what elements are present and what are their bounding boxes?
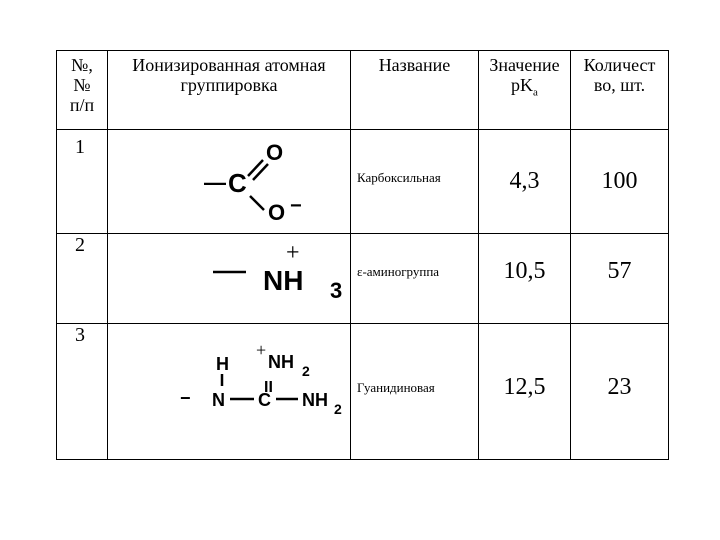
header-group-cell	[108, 51, 351, 130]
row-num-cell	[57, 234, 108, 324]
row-number: 2	[75, 234, 85, 256]
header-pk-subscript: a	[533, 86, 538, 99]
header-row	[57, 51, 669, 130]
group-name: Гуанидиновая	[357, 380, 435, 395]
atom-n: N	[212, 390, 225, 410]
count-value: 100	[601, 168, 638, 194]
double-bond: II	[264, 379, 273, 396]
group-name: ε-аминогруппа	[357, 264, 440, 279]
atom-nh: NH	[263, 265, 304, 296]
atom-o-bottom: O	[268, 200, 286, 225]
header-pk-line1: Значение	[489, 55, 560, 75]
header-num-line2: №	[73, 75, 91, 95]
amino-formula	[108, 234, 351, 324]
dash-left: −	[180, 388, 191, 408]
pk-cell	[479, 130, 571, 234]
header-name: Название	[378, 55, 451, 75]
charge-plus: +	[256, 340, 267, 360]
table-row	[57, 234, 669, 324]
count-value: 57	[607, 258, 632, 284]
name-cell	[351, 324, 479, 460]
header-num-line3: п/п	[69, 95, 95, 115]
subscript-2-top: 2	[302, 363, 310, 379]
header-count-cell	[571, 51, 669, 130]
amino-ionization-table	[56, 50, 669, 460]
atom-nh2-right: NH	[302, 390, 328, 410]
subscript-3: 3	[330, 278, 343, 303]
count-value: 23	[607, 374, 632, 400]
pk-value: 10,5	[503, 258, 546, 284]
header-name-cell	[351, 51, 479, 130]
carboxyl-formula	[108, 130, 351, 234]
guanidino-formula	[108, 324, 351, 460]
atom-nh2-top: NH	[268, 352, 294, 372]
count-cell	[571, 324, 669, 460]
pk-cell	[479, 324, 571, 460]
charge-plus: +	[286, 240, 300, 266]
header-pk-cell	[479, 51, 571, 130]
atom-c: C	[258, 390, 271, 410]
pk-value: 4,3	[509, 168, 540, 194]
row-num-cell	[57, 324, 108, 460]
bond-dash: —	[204, 170, 226, 195]
header-group-line1: Ионизированная атомная	[132, 55, 326, 75]
header-num-cell	[57, 51, 108, 130]
header-count-line2: во, шт.	[593, 75, 646, 95]
header-count-line1: Количест	[583, 55, 656, 75]
table-row	[57, 130, 669, 234]
charge-minus: −	[290, 195, 302, 217]
name-cell	[351, 130, 479, 234]
subscript-2-right: 2	[334, 401, 342, 417]
row-number: 3	[75, 324, 85, 346]
atom-c: C	[228, 168, 247, 198]
pk-value: 12,5	[503, 374, 546, 400]
row-num-cell	[57, 130, 108, 234]
header-pk-symbol: pK	[511, 75, 534, 95]
name-cell	[351, 234, 479, 324]
atom-o-top: O	[266, 140, 284, 165]
header-pk-line2	[479, 75, 570, 103]
header-group-line2: группировка	[180, 75, 278, 95]
group-name: Карбоксильная	[357, 170, 441, 185]
formula-cell	[108, 130, 351, 234]
count-cell	[571, 130, 669, 234]
row-number: 1	[75, 136, 85, 158]
formula-cell	[108, 234, 351, 324]
header-num-line1: №,	[71, 55, 93, 75]
formula-cell	[108, 324, 351, 460]
atom-h: H	[216, 354, 229, 374]
pk-cell	[479, 234, 571, 324]
count-cell	[571, 234, 669, 324]
table-row	[57, 324, 669, 460]
